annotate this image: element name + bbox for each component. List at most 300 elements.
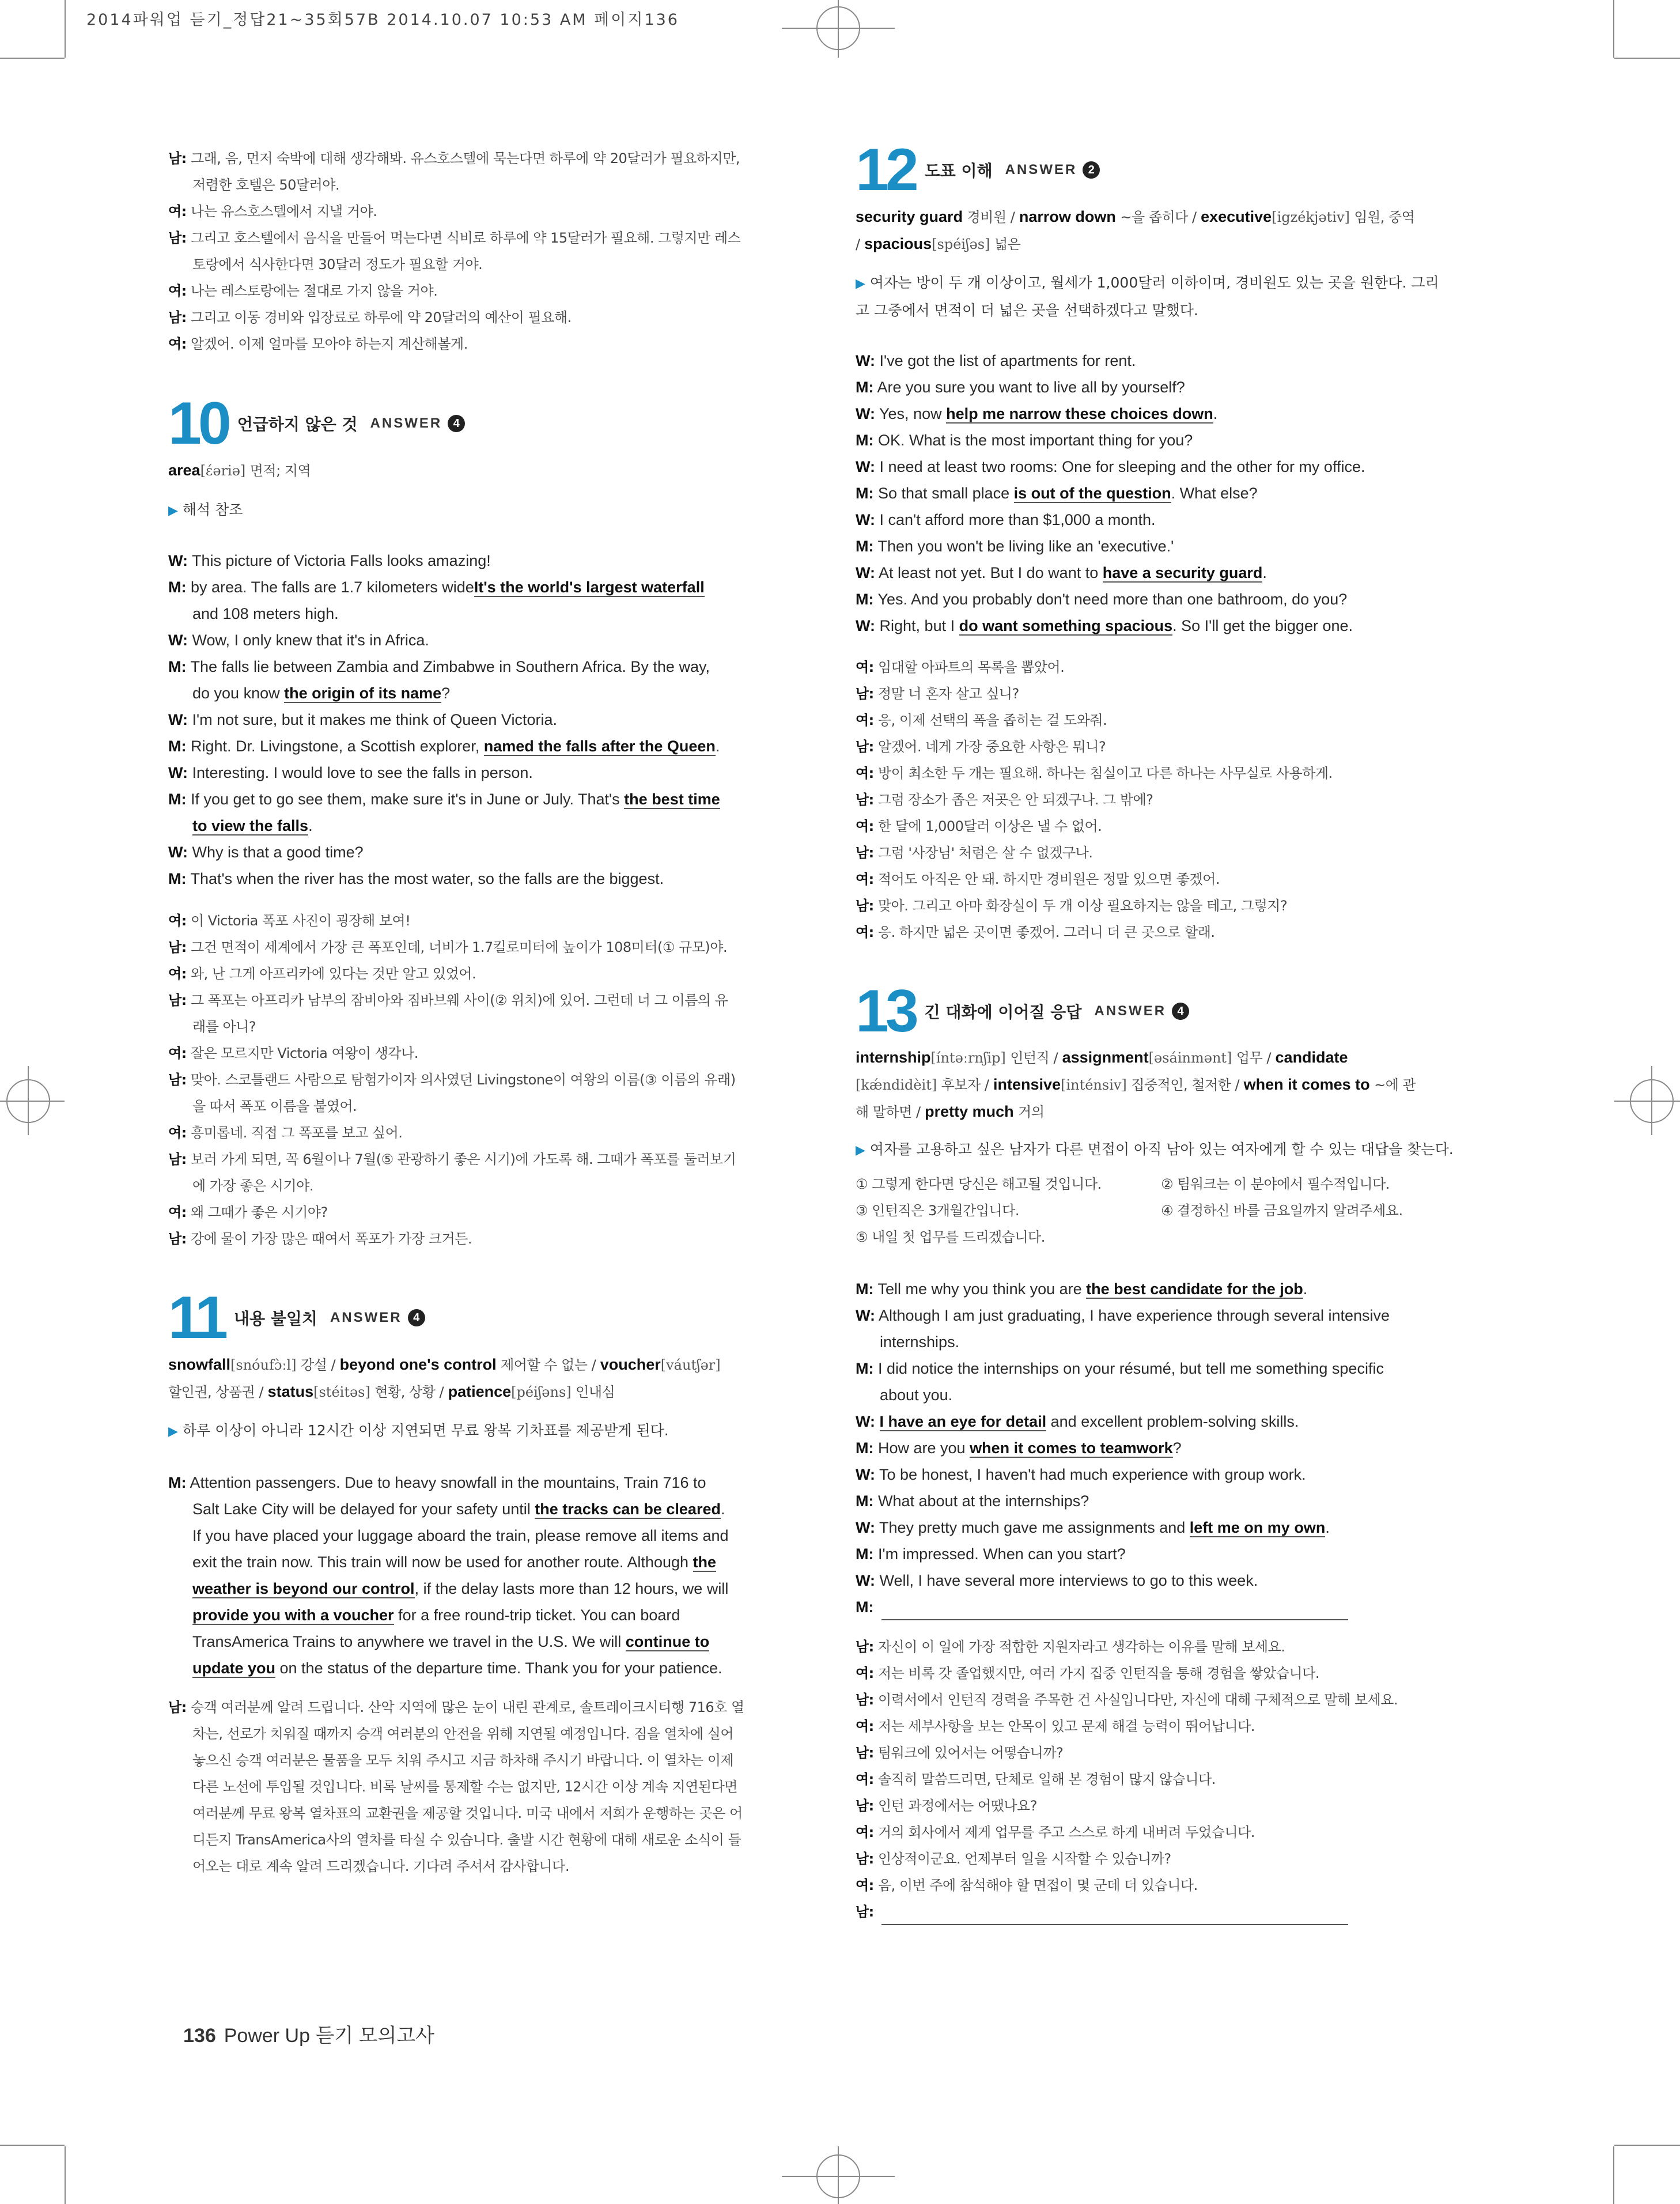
dialogue-line <box>168 759 802 786</box>
dialogue-line <box>168 198 802 225</box>
line-text: . <box>1325 1519 1330 1536</box>
dialogue-line <box>168 812 802 839</box>
line-text: do you know <box>192 685 285 702</box>
dialogue-line <box>856 533 1489 559</box>
dialogue-line <box>168 627 802 653</box>
vocab-meaning: 제어할 수 없는 / <box>501 1357 596 1373</box>
speaker-label: 남: <box>856 1639 874 1655</box>
dialogue-line <box>168 1747 802 1774</box>
dialogue-line <box>168 574 802 600</box>
q12-number: 12 <box>856 137 915 203</box>
vocab-pron: [inténsiv] <box>1061 1077 1127 1093</box>
key-phrase: do want something spacious <box>959 617 1173 634</box>
vocab-meaning: / <box>856 236 860 252</box>
dialogue-line <box>856 1355 1489 1382</box>
dialogue-line <box>856 347 1489 374</box>
vocab-meaning: 현황, 상황 / <box>374 1384 444 1400</box>
speaker-label: M: <box>856 1439 874 1457</box>
triangle-icon: ▶ <box>856 1143 865 1158</box>
key-phrase: left me on my own <box>1189 1519 1326 1536</box>
key-phrase: It's the world's largest waterfall <box>474 579 705 596</box>
line-text: I need at least two rooms: One for sleeping and the other for my office. <box>879 458 1365 475</box>
q13-number: 13 <box>856 978 915 1045</box>
q12-note <box>856 270 1439 324</box>
dialogue-line <box>168 706 802 733</box>
q10-note-text: 해석 참조 <box>182 501 243 518</box>
line-text: . <box>720 1500 725 1518</box>
line-text: If you have placed your luggage aboard the train, please remove all items and <box>192 1527 729 1544</box>
vocab-word: narrow down <box>1019 208 1116 225</box>
vocab-word: pretty much <box>925 1103 1014 1120</box>
line-text: 응, 이제 선택의 폭을 좁히는 걸 도와줘. <box>877 712 1107 728</box>
speaker-label: 남: <box>168 939 187 955</box>
speaker-label: 남: <box>856 1692 874 1708</box>
line-text: Right. Dr. Livingstone, a Scottish explorer, <box>191 738 484 755</box>
q12-note-text: 여자는 방이 두 개 이상이고, 월세가 1,000달러 이하이며, 경비원도 있는 곳을 원한다. 그리 <box>869 274 1439 291</box>
speaker-label: 남: <box>168 150 187 167</box>
dialogue-line <box>168 733 802 759</box>
key-phrase: when it comes to teamwork <box>970 1439 1173 1457</box>
vocab-meaning: ~을 좁히다 / <box>1120 209 1197 225</box>
line-text: TransAmerica Trains to anywhere we travel in the U.S. We will <box>192 1633 626 1650</box>
crop-mark <box>65 0 66 58</box>
line-text: So that small place <box>878 485 1014 502</box>
key-phrase: help me narrow these choices down <box>946 405 1213 422</box>
dialogue-line <box>168 1173 802 1199</box>
vocab-word: assignment <box>1062 1049 1149 1066</box>
q11-number: 11 <box>168 1284 225 1351</box>
dialogue-line <box>856 1302 1489 1329</box>
option-row <box>856 1224 1489 1250</box>
key-phrase: continue to <box>625 1633 710 1650</box>
dialogue-line <box>856 1687 1489 1713</box>
line-text: 을 따서 폭포 이름을 붙였어. <box>192 1098 357 1114</box>
dialogue-line <box>856 1594 1489 1620</box>
vocab-meaning: ~에 관 <box>1374 1077 1416 1093</box>
registration-circle <box>816 6 860 50</box>
line-text: 어오는 대로 계속 알려 드리겠습니다. 기다려 주셔서 감사합니다. <box>192 1858 569 1874</box>
q12-vocab <box>856 203 1489 258</box>
speaker-label: 남: <box>168 1699 187 1715</box>
vocab-word: candidate <box>1275 1049 1348 1066</box>
vocab-word: status <box>267 1383 314 1400</box>
speaker-label: 남: <box>856 1851 874 1867</box>
line-text: Why is that a good time? <box>192 844 364 861</box>
key-phrase: the tracks can be cleared <box>535 1500 721 1518</box>
speaker-label: M: <box>168 579 187 596</box>
dialogue-line <box>856 1846 1489 1872</box>
line-text: What about at the internships? <box>878 1492 1089 1510</box>
q10-vocab <box>168 457 311 484</box>
line-text: I did notice the internships on your résumé, but tell me something specific <box>878 1360 1384 1377</box>
vocab-pron: [igzékjətiv] <box>1272 209 1350 225</box>
dialogue-line <box>168 547 802 574</box>
line-text: . <box>715 738 720 755</box>
q10-heading <box>168 392 465 455</box>
dialogue-line <box>856 1713 1489 1740</box>
speaker-label: W: <box>856 564 875 581</box>
option-row <box>856 1197 1489 1224</box>
dialogue-line <box>856 400 1489 427</box>
line-text: Then you won't be living like an 'executive.' <box>877 538 1174 555</box>
line-text: about you. <box>880 1386 953 1404</box>
key-phrase: to view the falls <box>192 817 309 834</box>
dialogue-line <box>168 1694 802 1721</box>
speaker-label: 여: <box>856 1665 874 1681</box>
vocab-line <box>856 1044 1489 1071</box>
q12-answer-label: ANSWER <box>1005 162 1077 177</box>
line-text: 차는, 선로가 치워질 때까지 승객 여러분의 안전을 위해 지연될 예정입니다. 짐을 열차에 실어 <box>192 1726 734 1742</box>
line-text: This picture of Victoria Falls looks amazing! <box>192 552 491 569</box>
line-text: 이력서에서 인턴직 경력을 주목한 건 사실입니다만, 자신에 대해 구체적으로 말해 보세요. <box>877 1692 1398 1708</box>
key-phrase: have a security guard <box>1102 564 1263 581</box>
speaker-label: W: <box>856 352 875 369</box>
dialogue-line <box>856 559 1489 586</box>
line-text: 방이 최소한 두 개는 필요해. 하나는 침실이고 다른 하나는 사무실로 사용하게. <box>877 765 1333 781</box>
q10-answer-badge: 4 <box>448 415 465 432</box>
registration-circle <box>816 2154 860 2198</box>
line-text: for a free round-trip ticket. You can board <box>393 1606 680 1624</box>
speaker-label: 여: <box>168 336 187 352</box>
speaker-label: 여: <box>856 1718 874 1734</box>
line-text: . <box>308 817 313 834</box>
speaker-label: 여: <box>168 1045 187 1061</box>
option-item: ④ 결정하신 바를 금요일까지 알려주세요. <box>1161 1203 1403 1219</box>
dialogue-line <box>856 453 1489 480</box>
line-text: 인상적이군요. 언제부터 일을 시작할 수 있습니까? <box>877 1851 1171 1867</box>
vocab-pron: [váutʃər] <box>660 1357 721 1373</box>
dialogue-line <box>856 654 1489 681</box>
line-text: I can't afford more than $1,000 a month. <box>879 511 1156 528</box>
speaker-label: 남: <box>856 792 874 808</box>
speaker-label: 여: <box>856 871 874 887</box>
line-text: 에 가장 좋은 시기야. <box>192 1178 313 1194</box>
q13-answer-label: ANSWER <box>1094 1003 1167 1019</box>
speaker-label: 남: <box>168 230 187 246</box>
q13-heading <box>856 980 1189 1043</box>
line-text: 강에 물이 가장 많은 때여서 폭포가 가장 크거든. <box>190 1231 472 1247</box>
line-text: . So I'll get the bigger one. <box>1172 617 1353 634</box>
dialogue-line <box>168 251 802 278</box>
q10-number: 10 <box>168 390 228 457</box>
line-text: and 108 meters high. <box>192 605 339 622</box>
line-text: They pretty much gave me assignments and <box>879 1519 1190 1536</box>
option-item: ⑤ 내일 첫 업무를 드리겠습니다. <box>856 1229 1045 1245</box>
line-text: 이 Victoria 폭포 사진이 굉장해 보여! <box>190 913 411 929</box>
answer-blank <box>881 1602 1348 1620</box>
dialogue-line <box>856 734 1489 760</box>
line-text: by area. The falls are 1.7 kilometers wide <box>191 579 474 596</box>
q11-note-text: 하루 이상이 아니라 12시간 이상 지연되면 무료 왕복 기차표를 제공받게 된다. <box>182 1422 669 1439</box>
line-text: 다른 노선에 투입될 것입니다. 비록 날씨를 통제할 수는 없지만, 12시간 이상 계속 지연된다면 <box>192 1779 737 1795</box>
line-text: . <box>1213 405 1218 422</box>
speaker-label: W: <box>168 632 188 649</box>
option-item: ② 팀워크는 이 분야에서 필수적입니다. <box>1161 1176 1390 1192</box>
line-text: 적어도 아직은 안 돼. 하지만 경비원은 정말 있으면 좋겠어. <box>877 871 1220 887</box>
dialogue-line <box>168 1120 802 1146</box>
line-text: . <box>1262 564 1267 581</box>
dialogue-line <box>168 331 802 357</box>
crop-mark <box>65 2146 66 2204</box>
speaker-label: M: <box>856 591 874 608</box>
line-text: I'm not sure, but it makes me think of Queen Victoria. <box>192 711 557 728</box>
line-text: Interesting. I would love to see the falls in person. <box>192 764 533 781</box>
dialogue-line <box>168 1774 802 1800</box>
speaker-label: 남: <box>856 686 874 702</box>
line-text: 맞아. 그리고 아마 화장실이 두 개 이상 필요하지는 않을 테고, 그렇지? <box>877 898 1288 914</box>
speaker-label: M: <box>168 1474 187 1491</box>
vocab-pron: [kǽndidèit] <box>856 1077 937 1093</box>
speaker-label: 여: <box>168 203 187 220</box>
vocab-word: executive <box>1201 208 1272 225</box>
q12-korean <box>856 654 1489 946</box>
speaker-label: 여: <box>856 924 874 940</box>
speaker-label: 여: <box>856 765 874 781</box>
speaker-label: W: <box>856 1572 875 1589</box>
line-text: Are you sure you want to live all by yourself? <box>877 379 1185 396</box>
speaker-label: M: <box>856 1492 874 1510</box>
speaker-label: 남: <box>168 1072 187 1088</box>
q11-note <box>168 1417 669 1445</box>
dialogue-line <box>856 1872 1489 1899</box>
speaker-label: 여: <box>856 1771 874 1787</box>
triangle-icon: ▶ <box>168 504 178 518</box>
speaker-label: M: <box>168 870 187 887</box>
line-text: ? <box>1172 1439 1182 1457</box>
dialogue-line <box>856 1435 1489 1461</box>
q13-options <box>856 1171 1489 1250</box>
line-text: At least not yet. But I do want to <box>879 564 1103 581</box>
dialogue-line <box>168 1853 802 1880</box>
dialogue-line <box>856 1567 1489 1594</box>
dialogue-line <box>168 786 802 812</box>
q12-heading <box>856 138 1100 202</box>
book-title: Power Up 듣기 모의고사 <box>224 2025 434 2047</box>
vocab-meaning: 임원, 중역 <box>1354 209 1415 225</box>
dialogue-line <box>856 586 1489 613</box>
dialogue-line <box>856 1819 1489 1846</box>
line-text: 와, 난 그게 아프리카에 있다는 것만 알고 있었어. <box>190 966 476 982</box>
speaker-label: 남: <box>168 1151 187 1167</box>
left-top-korean <box>168 145 802 357</box>
speaker-label: W: <box>168 552 188 569</box>
dialogue-line <box>168 1199 802 1226</box>
dialogue-line <box>856 1408 1489 1435</box>
speaker-label: W: <box>856 1413 875 1430</box>
q11-korean <box>168 1694 802 1880</box>
speaker-label: M: <box>856 432 874 449</box>
line-text: 보러 가게 되면, 꼭 6월이나 7월(⑤ 관광하기 좋은 시기)에 가도록 해. 그때가 폭포를 둘러보기 <box>190 1151 736 1167</box>
q10-korean <box>168 908 802 1252</box>
speaker-label: 여: <box>168 966 187 982</box>
page-footer <box>183 2020 434 2048</box>
triangle-icon: ▶ <box>168 1424 178 1439</box>
speaker-label: W: <box>168 844 188 861</box>
line-text: If you get to go see them, make sure it's in June or July. That's <box>191 791 625 808</box>
crop-mark <box>1613 0 1614 58</box>
crop-mark <box>1613 2146 1614 2204</box>
dialogue-line <box>168 1602 802 1628</box>
vocab-line <box>856 1071 1489 1098</box>
line-text: 한 달에 1,000달러 이상은 낼 수 없어. <box>877 818 1102 834</box>
dialogue-line <box>168 1014 802 1040</box>
dialogue-line <box>856 1329 1489 1355</box>
line-text: I'm impressed. When can you start? <box>878 1545 1126 1563</box>
q12-answer-badge: 2 <box>1083 161 1100 179</box>
vocab-meaning: 경비원 / <box>967 209 1015 225</box>
vocab-line <box>856 203 1489 230</box>
speaker-label: W: <box>168 711 188 728</box>
line-text: 나는 유스호스텔에서 지낼 거야. <box>190 203 377 220</box>
dialogue-line <box>856 707 1489 734</box>
dialogue-line <box>856 1461 1489 1488</box>
dialogue-line <box>856 480 1489 506</box>
dialogue-line <box>168 1827 802 1853</box>
q11-vocab <box>168 1351 802 1405</box>
speaker-label: 여: <box>168 1125 187 1141</box>
line-text: 자신이 이 일에 가장 적합한 지원자라고 생각하는 이유를 말해 보세요. <box>877 1639 1285 1655</box>
line-text: . What else? <box>1171 485 1258 502</box>
line-text: Although I am just graduating, I have experience through several intensive <box>879 1307 1390 1324</box>
q13-vocab <box>856 1044 1489 1125</box>
dialogue-line <box>168 961 802 987</box>
line-text: 응. 하지만 넓은 곳이면 좋겠어. 그러니 더 큰 곳으로 할래. <box>877 924 1215 940</box>
speaker-label: W: <box>856 405 875 422</box>
vocab-meaning: 거의 <box>1018 1104 1045 1120</box>
dialogue-line <box>856 893 1489 919</box>
vocab-line <box>168 1378 802 1405</box>
vocab-pron: [ɛ́əriə] <box>200 463 246 479</box>
key-phrase: the origin of its name <box>284 685 442 702</box>
vocab-meaning: 후보자 / <box>941 1077 989 1093</box>
dialogue-line <box>856 1276 1489 1302</box>
speaker-label: W: <box>856 1307 875 1324</box>
dialogue-line <box>856 613 1489 639</box>
dialogue-line <box>168 1721 802 1747</box>
dialogue-line <box>168 1040 802 1067</box>
vocab-meaning: 인내심 <box>576 1384 615 1400</box>
dialogue-line <box>856 1766 1489 1793</box>
key-phrase: is out of the question <box>1013 485 1171 502</box>
registration-circle <box>6 1079 50 1123</box>
speaker-label: 여: <box>168 283 187 299</box>
vocab-meaning: 집중적인, 철저한 / <box>1131 1077 1240 1093</box>
line-text: 디든지 TransAmerica사의 열차를 타실 수 있습니다. 출발 시간 현황에 대해 새로운 소식이 들 <box>192 1832 741 1848</box>
option-item: ① 그렇게 한다면 당신은 해고될 것입니다. <box>856 1176 1102 1192</box>
vocab-pron: [íntəːrnʃip] <box>930 1050 1006 1066</box>
key-phrase: the best candidate for the job <box>1086 1280 1303 1298</box>
line-text: 알겠어. 네게 가장 중요한 사항은 뭐니? <box>877 739 1106 755</box>
line-text: 팀워크에 있어서는 어떻습니까? <box>877 1745 1064 1761</box>
dialogue-line <box>168 1522 802 1549</box>
page-number: 136 <box>183 2025 216 2047</box>
line-text: . <box>1303 1280 1308 1298</box>
speaker-label: M: <box>856 1280 874 1298</box>
speaker-label: 여: <box>168 913 187 929</box>
dialogue-line <box>168 1093 802 1120</box>
vocab-pron: [spéiʃəs] <box>932 236 990 252</box>
vocab-word: internship <box>856 1049 931 1066</box>
dialogue-line <box>168 865 802 892</box>
speaker-label: 남: <box>168 309 187 326</box>
q11-title: 내용 불일치 <box>233 1309 317 1328</box>
q13-dialogue <box>856 1276 1489 1620</box>
vocab-word: spacious <box>864 235 932 252</box>
vocab-word: voucher <box>600 1356 661 1373</box>
q12-title: 도표 이해 <box>924 161 993 180</box>
dialogue-line <box>168 1655 802 1681</box>
option-item: ③ 인턴직은 3개월간입니다. <box>856 1203 1020 1219</box>
line-text: 저렴한 호텔은 50달러야. <box>192 177 340 193</box>
line-text: 승객 여러분께 알려 드립니다. 산악 지역에 많은 눈이 내린 관계로, 솔트레이크시티행 716호 열 <box>190 1699 744 1715</box>
q13-korean <box>856 1634 1489 1925</box>
line-text: 잘은 모르지만 Victoria 여왕이 생각나. <box>190 1045 418 1061</box>
line-text: 인턴 과정에서는 어땠나요? <box>877 1798 1037 1814</box>
dialogue-line <box>856 1793 1489 1819</box>
speaker-label: 여: <box>856 712 874 728</box>
speaker-label: 남: <box>856 898 874 914</box>
speaker-label: M: <box>168 791 187 808</box>
line-text: I've got the list of apartments for rent. <box>879 352 1136 369</box>
speaker-label: 여: <box>856 659 874 675</box>
q10-note <box>168 497 243 524</box>
speaker-label: W: <box>168 764 188 781</box>
q13-note-text: 여자를 고용하고 싶은 남자가 다른 면접이 아직 남아 있는 여자에게 할 수 있는 대답을 찾는다. <box>869 1141 1454 1158</box>
dialogue-line <box>856 1740 1489 1766</box>
line-text: 토랑에서 식사한다면 30달러 정도가 필요할 거야. <box>192 256 483 273</box>
q12-dialogue <box>856 347 1489 639</box>
crop-mark <box>0 2145 65 2146</box>
line-text: 나는 레스토랑에는 절대로 가지 않을 거야. <box>190 283 438 299</box>
line-text: Attention passengers. Due to heavy snowfall in the mountains, Train 716 to <box>190 1474 706 1491</box>
vocab-word: beyond one's control <box>339 1356 497 1373</box>
dialogue-line <box>856 813 1489 840</box>
dialogue-line <box>168 1800 802 1827</box>
speaker-label: 남: <box>856 845 874 861</box>
dialogue-line <box>856 919 1489 946</box>
speaker-label: 남: <box>856 739 874 755</box>
q13-note <box>856 1136 1454 1164</box>
speaker-label: M: <box>856 485 874 502</box>
speaker-label: 남: <box>168 1231 187 1247</box>
speaker-label: M: <box>856 1545 874 1563</box>
key-phrase: I have an eye for detail <box>879 1413 1047 1430</box>
line-text: Wow, I only knew that it's in Africa. <box>192 632 429 649</box>
key-phrase: the best time <box>624 791 720 808</box>
line-text: Tell me why you think you are <box>877 1280 1087 1298</box>
line-text: 왜 그때가 좋은 시기야? <box>190 1204 328 1220</box>
dialogue-line <box>168 600 802 627</box>
line-text: 맞아. 스코틀랜드 사람으로 탐험가이자 의사였던 Livingstone이 여왕의 이름(③ 이름의 유래) <box>190 1072 736 1088</box>
dialogue-line <box>856 506 1489 533</box>
key-phrase: update you <box>192 1659 276 1677</box>
line-text: Right, but I <box>879 617 959 634</box>
line-text: 저는 세부사항을 보는 안목이 있고 문제 해결 능력이 뛰어납니다. <box>877 1718 1255 1734</box>
file-header: 2014파워업 듣기_정답21~35회57B 2014.10.07 10:53 AM 페이지136 <box>86 11 679 29</box>
line-text: That's when the river has the most water, so the falls are the biggest. <box>190 870 664 887</box>
dialogue-line <box>856 681 1489 707</box>
dialogue-line <box>856 1541 1489 1567</box>
dialogue-line <box>856 1660 1489 1687</box>
dialogue-line <box>168 934 802 961</box>
line-text: 흥미롭네. 직접 그 폭포를 보고 싶어. <box>190 1125 403 1141</box>
line-text: and excellent problem-solving skills. <box>1046 1413 1299 1430</box>
line-text: OK. What is the most important thing for you? <box>878 432 1193 449</box>
vocab-meaning: 넓은 <box>994 236 1021 252</box>
speaker-label: 여: <box>856 1877 874 1893</box>
vocab-word: security guard <box>856 208 963 225</box>
line-text: 임대할 아파트의 목록을 뽑았어. <box>877 659 1065 675</box>
